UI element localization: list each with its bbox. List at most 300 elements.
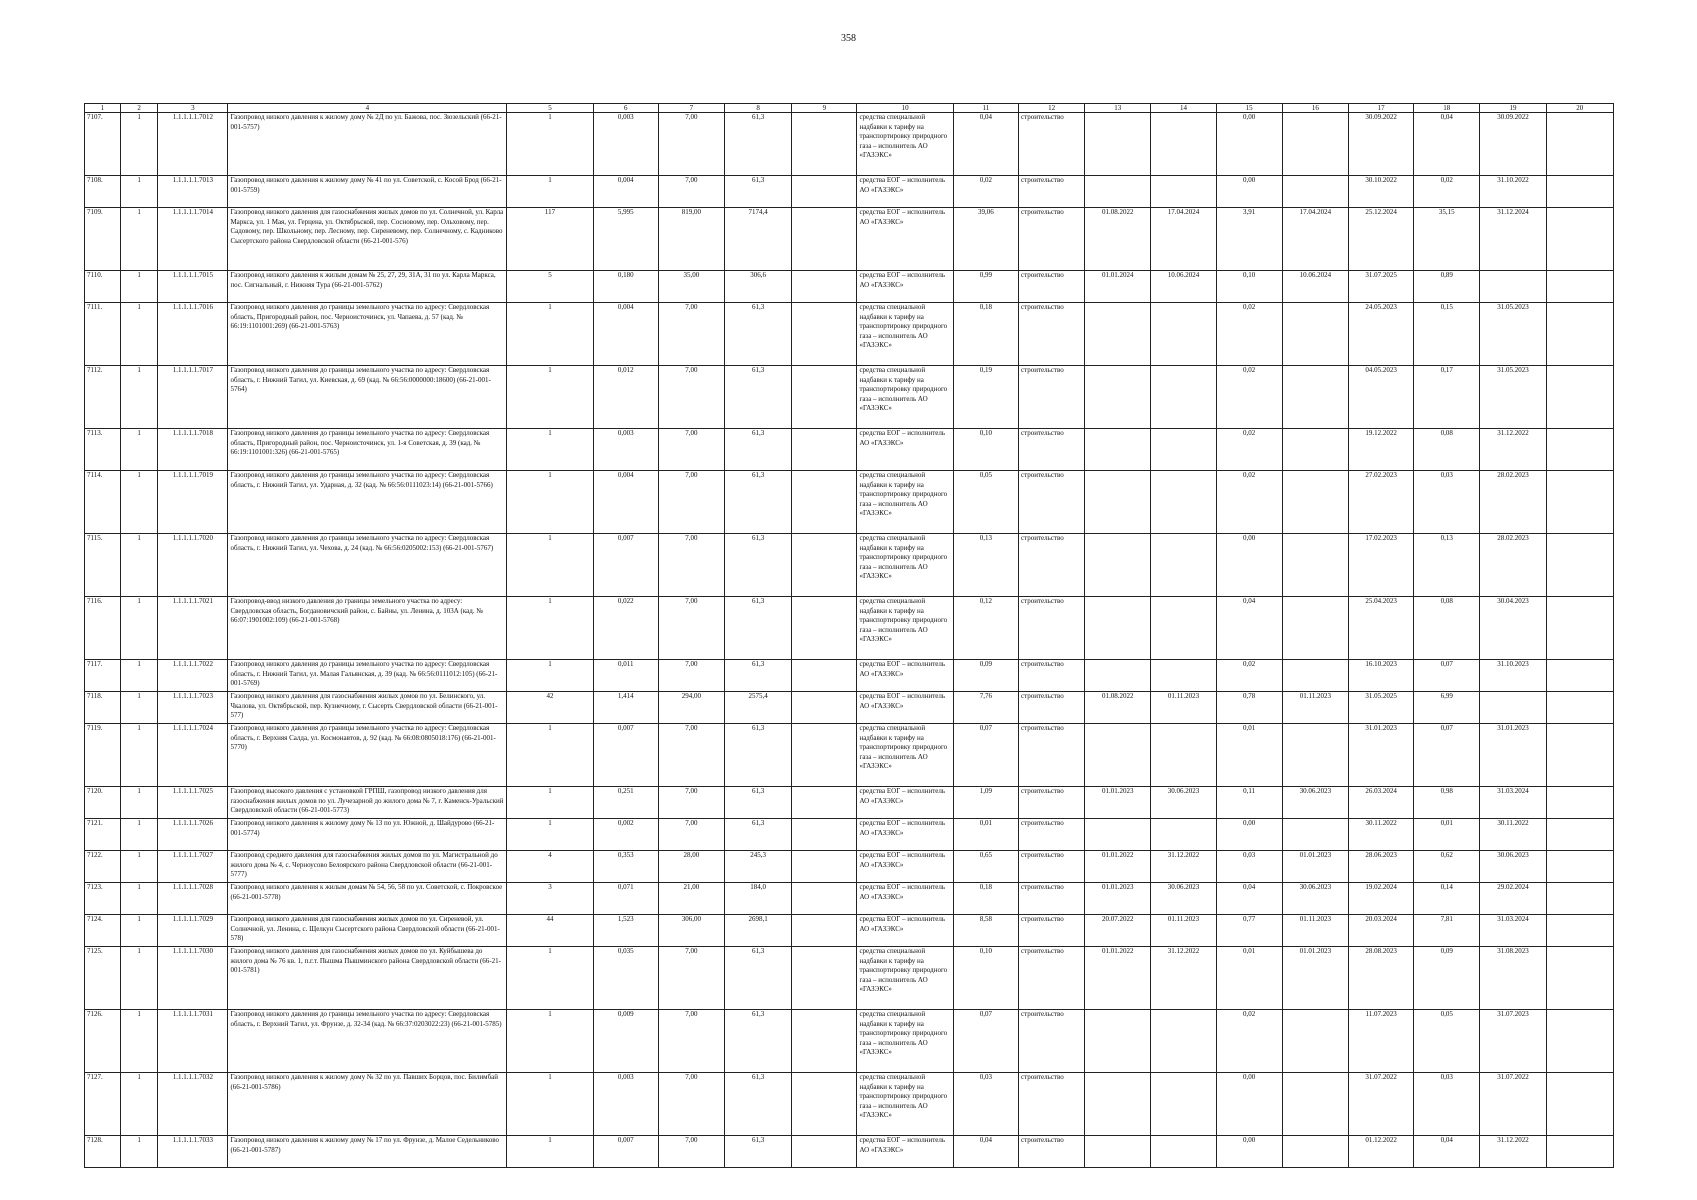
table-row xyxy=(85,597,1614,660)
cell-col-19: 28.02.2023 xyxy=(1480,534,1546,597)
cell-col-6: 0,007 xyxy=(593,534,658,597)
cell-col-13 xyxy=(1085,534,1151,597)
table-row xyxy=(85,819,1614,851)
cell-col-5: 1 xyxy=(507,176,593,208)
cell-col-1: 7110. xyxy=(85,271,121,303)
cell-col-8: 61,3 xyxy=(725,597,792,660)
cell-col-6: 0,009 xyxy=(593,1010,658,1073)
cell-col-18: 0,98 xyxy=(1414,787,1480,819)
cell-col-2: 1 xyxy=(121,692,158,724)
cell-col-9 xyxy=(792,660,857,692)
cell-col-18: 6,99 xyxy=(1414,692,1480,724)
cell-col-9 xyxy=(792,534,857,597)
cell-col-2: 1 xyxy=(121,1073,158,1136)
cell-col-3: 1.1.1.1.1.7022 xyxy=(158,660,228,692)
cell-col-17: 26.03.2024 xyxy=(1348,787,1413,819)
cell-col-20 xyxy=(1546,1073,1613,1136)
cell-col-17: 01.12.2022 xyxy=(1348,1136,1413,1168)
cell-col-17: 28.06.2023 xyxy=(1348,851,1413,883)
cell-col-1: 7108. xyxy=(85,176,121,208)
cell-col-17: 31.07.2022 xyxy=(1348,1073,1413,1136)
column-number-11: 11 xyxy=(953,104,1018,113)
cell-col-10: средства ЕОГ – исполнитель АО «ГАЗЭКС» xyxy=(857,692,953,724)
cell-col-13 xyxy=(1085,176,1151,208)
cell-col-6: 0,004 xyxy=(593,176,658,208)
cell-col-5: 5 xyxy=(507,271,593,303)
cell-col-16 xyxy=(1282,1073,1348,1136)
cell-col-16 xyxy=(1282,113,1348,176)
cell-col-20 xyxy=(1546,176,1613,208)
cell-col-14 xyxy=(1151,429,1216,471)
cell-col-6: 1,414 xyxy=(593,692,658,724)
cell-col-13: 01.01.2023 xyxy=(1085,883,1151,915)
cell-col-15: 0,00 xyxy=(1216,1136,1282,1168)
cell-col-20 xyxy=(1546,915,1613,947)
cell-col-11: 0,10 xyxy=(953,947,1018,1010)
cell-col-5: 4 xyxy=(507,851,593,883)
cell-col-3: 1.1.1.1.1.7013 xyxy=(158,176,228,208)
cell-col-17: 19.12.2022 xyxy=(1348,429,1413,471)
cell-col-7: 7,00 xyxy=(658,819,724,851)
cell-col-17: 04.05.2023 xyxy=(1348,366,1413,429)
cell-col-9 xyxy=(792,271,857,303)
cell-col-2: 1 xyxy=(121,851,158,883)
column-number-9: 9 xyxy=(792,104,857,113)
cell-col-11: 0,10 xyxy=(953,429,1018,471)
table-row xyxy=(85,471,1614,534)
cell-col-8: 2698,1 xyxy=(725,915,792,947)
cell-col-5: 3 xyxy=(507,883,593,915)
cell-col-7: 7,00 xyxy=(658,1010,724,1073)
cell-col-1: 7107. xyxy=(85,113,121,176)
cell-col-19: 29.02.2024 xyxy=(1480,883,1546,915)
cell-col-2: 1 xyxy=(121,883,158,915)
column-number-6: 6 xyxy=(593,104,658,113)
cell-col-19: 31.07.2022 xyxy=(1480,1073,1546,1136)
cell-col-8: 306,6 xyxy=(725,271,792,303)
cell-col-10: средства ЕОГ – исполнитель АО «ГАЗЭКС» xyxy=(857,271,953,303)
cell-col-14: 30.06.2023 xyxy=(1151,883,1216,915)
cell-col-19: 31.05.2023 xyxy=(1480,303,1546,366)
cell-col-19: 31.12.2022 xyxy=(1480,1136,1546,1168)
cell-col-6: 0,012 xyxy=(593,366,658,429)
cell-col-3: 1.1.1.1.1.7025 xyxy=(158,787,228,819)
cell-col-7: 7,00 xyxy=(658,113,724,176)
cell-col-4: Газопровод-ввод низкого давления до границы земельного участка по адресу: Свердловская область, Богдановичский район, с. Байны, ул. Ленина, д. 103А (кад. № 66:07:1901002:109) (66-21-001-5768) xyxy=(228,597,507,660)
column-number-17: 17 xyxy=(1348,104,1413,113)
cell-col-3: 1.1.1.1.1.7033 xyxy=(158,1136,228,1168)
cell-col-4: Газопровод низкого давления к жилому дому № 13 по ул. Южной, д. Шайдурово (66-21-001-5774) xyxy=(228,819,507,851)
cell-col-19: 31.10.2023 xyxy=(1480,660,1546,692)
cell-col-13: 01.08.2022 xyxy=(1085,208,1151,271)
cell-col-16: 30.06.2023 xyxy=(1282,787,1348,819)
table-row xyxy=(85,692,1614,724)
cell-col-9 xyxy=(792,208,857,271)
cell-col-1: 7128. xyxy=(85,1136,121,1168)
cell-col-13 xyxy=(1085,1010,1151,1073)
cell-col-6: 0,003 xyxy=(593,429,658,471)
cell-col-18: 0,05 xyxy=(1414,1010,1480,1073)
cell-col-17: 27.02.2023 xyxy=(1348,471,1413,534)
column-number-12: 12 xyxy=(1018,104,1084,113)
cell-col-19: 30.04.2023 xyxy=(1480,597,1546,660)
cell-col-5: 1 xyxy=(507,819,593,851)
cell-col-17: 20.03.2024 xyxy=(1348,915,1413,947)
cell-col-3: 1.1.1.1.1.7030 xyxy=(158,947,228,1010)
cell-col-13: 01.01.2022 xyxy=(1085,851,1151,883)
cell-col-7: 294,00 xyxy=(658,692,724,724)
cell-col-3: 1.1.1.1.1.7020 xyxy=(158,534,228,597)
cell-col-20 xyxy=(1546,471,1613,534)
cell-col-8: 7174,4 xyxy=(725,208,792,271)
cell-col-12: строительство xyxy=(1018,915,1084,947)
cell-col-4: Газопровод низкого давления к жилому дому № 17 по ул. Фрунзе, д. Малое Седельниково (66-21-001-5787) xyxy=(228,1136,507,1168)
cell-col-4: Газопровод низкого давления к жилому дому № 2Д по ул. Бажова, пос. Зюзельский (66-21-001-5757) xyxy=(228,113,507,176)
cell-col-14 xyxy=(1151,176,1216,208)
cell-col-15: 0,01 xyxy=(1216,947,1282,1010)
cell-col-12: строительство xyxy=(1018,597,1084,660)
cell-col-7: 7,00 xyxy=(658,366,724,429)
cell-col-15: 3,91 xyxy=(1216,208,1282,271)
cell-col-14 xyxy=(1151,366,1216,429)
cell-col-4: Газопровод низкого давления к жилым домам № 25, 27, 29, 31А, 31 по ул. Карла Маркса, пос. Сигнальный, г. Нижняя Тура (66-21-001-5762) xyxy=(228,271,507,303)
cell-col-20 xyxy=(1546,597,1613,660)
cell-col-12: строительство xyxy=(1018,787,1084,819)
column-number-1: 1 xyxy=(85,104,121,113)
cell-col-2: 1 xyxy=(121,819,158,851)
cell-col-16: 30.06.2023 xyxy=(1282,883,1348,915)
cell-col-4: Газопровод низкого давления к жилому дому № 32 по ул. Павших Борцов, пос. Билимбай (66-21-001-5786) xyxy=(228,1073,507,1136)
cell-col-13 xyxy=(1085,597,1151,660)
cell-col-10: средства ЕОГ – исполнитель АО «ГАЗЭКС» xyxy=(857,208,953,271)
cell-col-8: 61,3 xyxy=(725,787,792,819)
cell-col-16 xyxy=(1282,534,1348,597)
table-row xyxy=(85,1073,1614,1136)
cell-col-6: 0,003 xyxy=(593,113,658,176)
column-number-16: 16 xyxy=(1282,104,1348,113)
cell-col-19: 28.02.2023 xyxy=(1480,471,1546,534)
cell-col-10: средства специальной надбавки к тарифу на транспортировку природного газа – исполнитель АО «ГАЗЭКС» xyxy=(857,1073,953,1136)
cell-col-8: 245,3 xyxy=(725,851,792,883)
cell-col-7: 306,00 xyxy=(658,915,724,947)
cell-col-12: строительство xyxy=(1018,660,1084,692)
column-number-18: 18 xyxy=(1414,104,1480,113)
cell-col-1: 7127. xyxy=(85,1073,121,1136)
cell-col-9 xyxy=(792,176,857,208)
cell-col-1: 7115. xyxy=(85,534,121,597)
column-number-13: 13 xyxy=(1085,104,1151,113)
table-row xyxy=(85,787,1614,819)
cell-col-1: 7111. xyxy=(85,303,121,366)
cell-col-18: 0,08 xyxy=(1414,429,1480,471)
cell-col-3: 1.1.1.1.1.7024 xyxy=(158,724,228,787)
cell-col-7: 28,00 xyxy=(658,851,724,883)
table-row xyxy=(85,208,1614,271)
cell-col-18: 0,89 xyxy=(1414,271,1480,303)
cell-col-3: 1.1.1.1.1.7028 xyxy=(158,883,228,915)
cell-col-14: 31.12.2022 xyxy=(1151,947,1216,1010)
cell-col-9 xyxy=(792,851,857,883)
cell-col-1: 7124. xyxy=(85,915,121,947)
cell-col-11: 8,58 xyxy=(953,915,1018,947)
cell-col-15: 0,02 xyxy=(1216,471,1282,534)
cell-col-8: 61,3 xyxy=(725,113,792,176)
cell-col-19 xyxy=(1480,271,1546,303)
cell-col-17: 25.04.2023 xyxy=(1348,597,1413,660)
cell-col-5: 1 xyxy=(507,787,593,819)
cell-col-2: 1 xyxy=(121,597,158,660)
cell-col-15: 0,02 xyxy=(1216,303,1282,366)
cell-col-4: Газопровод низкого давления для газоснабжения жилых домов по ул. Белинского, ул. Чкалова, ул. Октябрьской, пер. Кузнечному, г. Сысерть Свердловской области (66-21-001-577) xyxy=(228,692,507,724)
cell-col-6: 1,523 xyxy=(593,915,658,947)
cell-col-7: 819,00 xyxy=(658,208,724,271)
cell-col-8: 61,3 xyxy=(725,534,792,597)
cell-col-9 xyxy=(792,947,857,1010)
cell-col-16: 01.01.2023 xyxy=(1282,851,1348,883)
cell-col-6: 5,995 xyxy=(593,208,658,271)
cell-col-20 xyxy=(1546,208,1613,271)
cell-col-20 xyxy=(1546,303,1613,366)
cell-col-5: 1 xyxy=(507,303,593,366)
cell-col-6: 0,002 xyxy=(593,819,658,851)
cell-col-12: строительство xyxy=(1018,176,1084,208)
cell-col-2: 1 xyxy=(121,271,158,303)
cell-col-18: 0,09 xyxy=(1414,947,1480,1010)
cell-col-16: 01.11.2023 xyxy=(1282,692,1348,724)
cell-col-2: 1 xyxy=(121,113,158,176)
cell-col-8: 61,3 xyxy=(725,819,792,851)
cell-col-2: 1 xyxy=(121,1136,158,1168)
cell-col-9 xyxy=(792,471,857,534)
cell-col-20 xyxy=(1546,787,1613,819)
cell-col-2: 1 xyxy=(121,660,158,692)
cell-col-19: 31.12.2024 xyxy=(1480,208,1546,271)
cell-col-17: 30.10.2022 xyxy=(1348,176,1413,208)
cell-col-2: 1 xyxy=(121,303,158,366)
table-row xyxy=(85,883,1614,915)
cell-col-15: 0,02 xyxy=(1216,429,1282,471)
table-row xyxy=(85,660,1614,692)
cell-col-8: 61,3 xyxy=(725,1136,792,1168)
cell-col-10: средства специальной надбавки к тарифу на транспортировку природного газа – исполнитель АО «ГАЗЭКС» xyxy=(857,534,953,597)
cell-col-7: 7,00 xyxy=(658,1073,724,1136)
cell-col-3: 1.1.1.1.1.7014 xyxy=(158,208,228,271)
cell-col-19: 31.07.2023 xyxy=(1480,1010,1546,1073)
cell-col-11: 39,06 xyxy=(953,208,1018,271)
cell-col-8: 61,3 xyxy=(725,660,792,692)
cell-col-5: 1 xyxy=(507,947,593,1010)
cell-col-12: строительство xyxy=(1018,1010,1084,1073)
cell-col-10: средства ЕОГ – исполнитель АО «ГАЗЭКС» xyxy=(857,819,953,851)
cell-col-15: 0,00 xyxy=(1216,1073,1282,1136)
cell-col-15: 0,02 xyxy=(1216,1010,1282,1073)
cell-col-10: средства ЕОГ – исполнитель АО «ГАЗЭКС» xyxy=(857,787,953,819)
cell-col-8: 61,3 xyxy=(725,1010,792,1073)
cell-col-14 xyxy=(1151,1010,1216,1073)
cell-col-14 xyxy=(1151,534,1216,597)
cell-col-2: 1 xyxy=(121,915,158,947)
cell-col-4: Газопровод низкого давления для газоснабжения жилых домов по ул. Куйбышева до жилого дома № 76 кв. 1, п.г.т. Пышма Пышминского района Свердловской области (66-21-001-5781) xyxy=(228,947,507,1010)
cell-col-4: Газопровод среднего давления для газоснабжения жилых домов по ул. Магистральной до жилого дома № 4, с. Черноусово Белоярского района Свердловской области (66-21-001-5777) xyxy=(228,851,507,883)
cell-col-16: 01.11.2023 xyxy=(1282,915,1348,947)
cell-col-14: 01.11.2023 xyxy=(1151,915,1216,947)
cell-col-18: 35,15 xyxy=(1414,208,1480,271)
cell-col-12: строительство xyxy=(1018,429,1084,471)
cell-col-14 xyxy=(1151,113,1216,176)
cell-col-6: 0,007 xyxy=(593,724,658,787)
cell-col-9 xyxy=(792,915,857,947)
cell-col-16 xyxy=(1282,471,1348,534)
cell-col-4: Газопровод низкого давления до границы земельного участка по адресу: Свердловская область, г. Нижний Тагил, ул. Чехова, д. 24 (кад. № 66:56:0205002:153) (66-21-001-5767) xyxy=(228,534,507,597)
cell-col-1: 7113. xyxy=(85,429,121,471)
cell-col-16 xyxy=(1282,819,1348,851)
cell-col-3: 1.1.1.1.1.7023 xyxy=(158,692,228,724)
cell-col-10: средства специальной надбавки к тарифу на транспортировку природного газа – исполнитель АО «ГАЗЭКС» xyxy=(857,1010,953,1073)
cell-col-6: 0,007 xyxy=(593,1136,658,1168)
cell-col-8: 61,3 xyxy=(725,303,792,366)
cell-col-8: 61,3 xyxy=(725,1073,792,1136)
cell-col-7: 7,00 xyxy=(658,597,724,660)
table-row xyxy=(85,271,1614,303)
cell-col-14: 10.06.2024 xyxy=(1151,271,1216,303)
cell-col-18: 0,17 xyxy=(1414,366,1480,429)
cell-col-20 xyxy=(1546,947,1613,1010)
cell-col-19: 31.12.2022 xyxy=(1480,429,1546,471)
cell-col-8: 61,3 xyxy=(725,429,792,471)
cell-col-18: 0,15 xyxy=(1414,303,1480,366)
cell-col-11: 0,65 xyxy=(953,851,1018,883)
cell-col-16 xyxy=(1282,660,1348,692)
cell-col-20 xyxy=(1546,429,1613,471)
cell-col-10: средства ЕОГ – исполнитель АО «ГАЗЭКС» xyxy=(857,915,953,947)
table-row xyxy=(85,724,1614,787)
cell-col-11: 1,09 xyxy=(953,787,1018,819)
cell-col-9 xyxy=(792,429,857,471)
cell-col-6: 0,004 xyxy=(593,471,658,534)
cell-col-8: 2575,4 xyxy=(725,692,792,724)
cell-col-12: строительство xyxy=(1018,883,1084,915)
cell-col-14: 01.11.2023 xyxy=(1151,692,1216,724)
cell-col-14 xyxy=(1151,819,1216,851)
cell-col-12: строительство xyxy=(1018,471,1084,534)
cell-col-12: строительство xyxy=(1018,113,1084,176)
cell-col-20 xyxy=(1546,534,1613,597)
cell-col-16 xyxy=(1282,724,1348,787)
cell-col-9 xyxy=(792,883,857,915)
cell-col-19: 31.05.2023 xyxy=(1480,366,1546,429)
cell-col-12: строительство xyxy=(1018,947,1084,1010)
cell-col-14 xyxy=(1151,471,1216,534)
column-number-7: 7 xyxy=(658,104,724,113)
cell-col-20 xyxy=(1546,1010,1613,1073)
cell-col-15: 0,11 xyxy=(1216,787,1282,819)
cell-col-12: строительство xyxy=(1018,724,1084,787)
cell-col-17: 17.02.2023 xyxy=(1348,534,1413,597)
cell-col-3: 1.1.1.1.1.7012 xyxy=(158,113,228,176)
table-row xyxy=(85,1136,1614,1168)
cell-col-4: Газопровод низкого давления для газоснабжения жилых домов по ул. Солнечной, ул. Карла Маркса, ул. 1 Мая, ул. Герцена, ул. Октябрьской, пер. Сосновому, пер. Ольховому, пер. Садовому, пер. Школьному, пер. Лесному, пер. Сиреневому, пер. Солнечному, с. Кадниково Сысертского района Свердловской области (66-21-001-576) xyxy=(228,208,507,271)
cell-col-2: 1 xyxy=(121,176,158,208)
cell-col-17: 31.07.2025 xyxy=(1348,271,1413,303)
cell-col-16 xyxy=(1282,176,1348,208)
cell-col-5: 42 xyxy=(507,692,593,724)
cell-col-5: 1 xyxy=(507,724,593,787)
cell-col-16 xyxy=(1282,597,1348,660)
cell-col-17: 30.09.2022 xyxy=(1348,113,1413,176)
cell-col-1: 7112. xyxy=(85,366,121,429)
column-number-3: 3 xyxy=(158,104,228,113)
cell-col-12: строительство xyxy=(1018,819,1084,851)
cell-col-14: 30.06.2023 xyxy=(1151,787,1216,819)
column-number-4: 4 xyxy=(228,104,507,113)
cell-col-10: средства специальной надбавки к тарифу на транспортировку природного газа – исполнитель АО «ГАЗЭКС» xyxy=(857,597,953,660)
column-number-row xyxy=(85,104,1614,113)
cell-col-20 xyxy=(1546,851,1613,883)
cell-col-16: 01.01.2023 xyxy=(1282,947,1348,1010)
cell-col-20 xyxy=(1546,1136,1613,1168)
cell-col-12: строительство xyxy=(1018,271,1084,303)
cell-col-18: 0,03 xyxy=(1414,1073,1480,1136)
cell-col-13 xyxy=(1085,429,1151,471)
cell-col-19: 31.01.2023 xyxy=(1480,724,1546,787)
cell-col-11: 0,12 xyxy=(953,597,1018,660)
cell-col-1: 7119. xyxy=(85,724,121,787)
cell-col-16 xyxy=(1282,429,1348,471)
cell-col-11: 0,19 xyxy=(953,366,1018,429)
cell-col-18: 7,81 xyxy=(1414,915,1480,947)
cell-col-3: 1.1.1.1.1.7032 xyxy=(158,1073,228,1136)
cell-col-9 xyxy=(792,692,857,724)
cell-col-2: 1 xyxy=(121,429,158,471)
cell-col-2: 1 xyxy=(121,208,158,271)
cell-col-19: 31.03.2024 xyxy=(1480,915,1546,947)
cell-col-8: 61,3 xyxy=(725,471,792,534)
table-row xyxy=(85,366,1614,429)
cell-col-12: строительство xyxy=(1018,1073,1084,1136)
cell-col-1: 7125. xyxy=(85,947,121,1010)
cell-col-2: 1 xyxy=(121,471,158,534)
cell-col-15: 0,78 xyxy=(1216,692,1282,724)
cell-col-1: 7116. xyxy=(85,597,121,660)
cell-col-7: 7,00 xyxy=(658,534,724,597)
table-row xyxy=(85,303,1614,366)
column-number-19: 19 xyxy=(1480,104,1546,113)
cell-col-18: 0,02 xyxy=(1414,176,1480,208)
cell-col-18: 0,04 xyxy=(1414,113,1480,176)
cell-col-7: 7,00 xyxy=(658,176,724,208)
cell-col-12: строительство xyxy=(1018,1136,1084,1168)
cell-col-3: 1.1.1.1.1.7017 xyxy=(158,366,228,429)
cell-col-7: 7,00 xyxy=(658,660,724,692)
cell-col-1: 7109. xyxy=(85,208,121,271)
cell-col-14: 17.04.2024 xyxy=(1151,208,1216,271)
cell-col-5: 1 xyxy=(507,1136,593,1168)
cell-col-3: 1.1.1.1.1.7029 xyxy=(158,915,228,947)
cell-col-11: 0,18 xyxy=(953,883,1018,915)
cell-col-20 xyxy=(1546,366,1613,429)
cell-col-7: 7,00 xyxy=(658,429,724,471)
column-number-10: 10 xyxy=(857,104,953,113)
cell-col-15: 0,00 xyxy=(1216,534,1282,597)
cell-col-12: строительство xyxy=(1018,366,1084,429)
cell-col-12: строительство xyxy=(1018,303,1084,366)
cell-col-4: Газопровод низкого давления до границы земельного участка по адресу: Свердловская область, Пригородный район, пос. Черноисточинск, ул. 1-я Советская, д. 39 (кад. № 66:19:1101001:326) (66-21-001-5765) xyxy=(228,429,507,471)
cell-col-15: 0,02 xyxy=(1216,366,1282,429)
cell-col-4: Газопровод низкого давления до границы земельного участка по адресу: Свердловская область, г. Нижний Тагил, ул. Киевская, д. 69 (кад. № 66:56:0000000:18600) (66-21-001-5764) xyxy=(228,366,507,429)
cell-col-19: 31.03.2024 xyxy=(1480,787,1546,819)
cell-col-10: средства ЕОГ – исполнитель АО «ГАЗЭКС» xyxy=(857,429,953,471)
cell-col-13 xyxy=(1085,819,1151,851)
